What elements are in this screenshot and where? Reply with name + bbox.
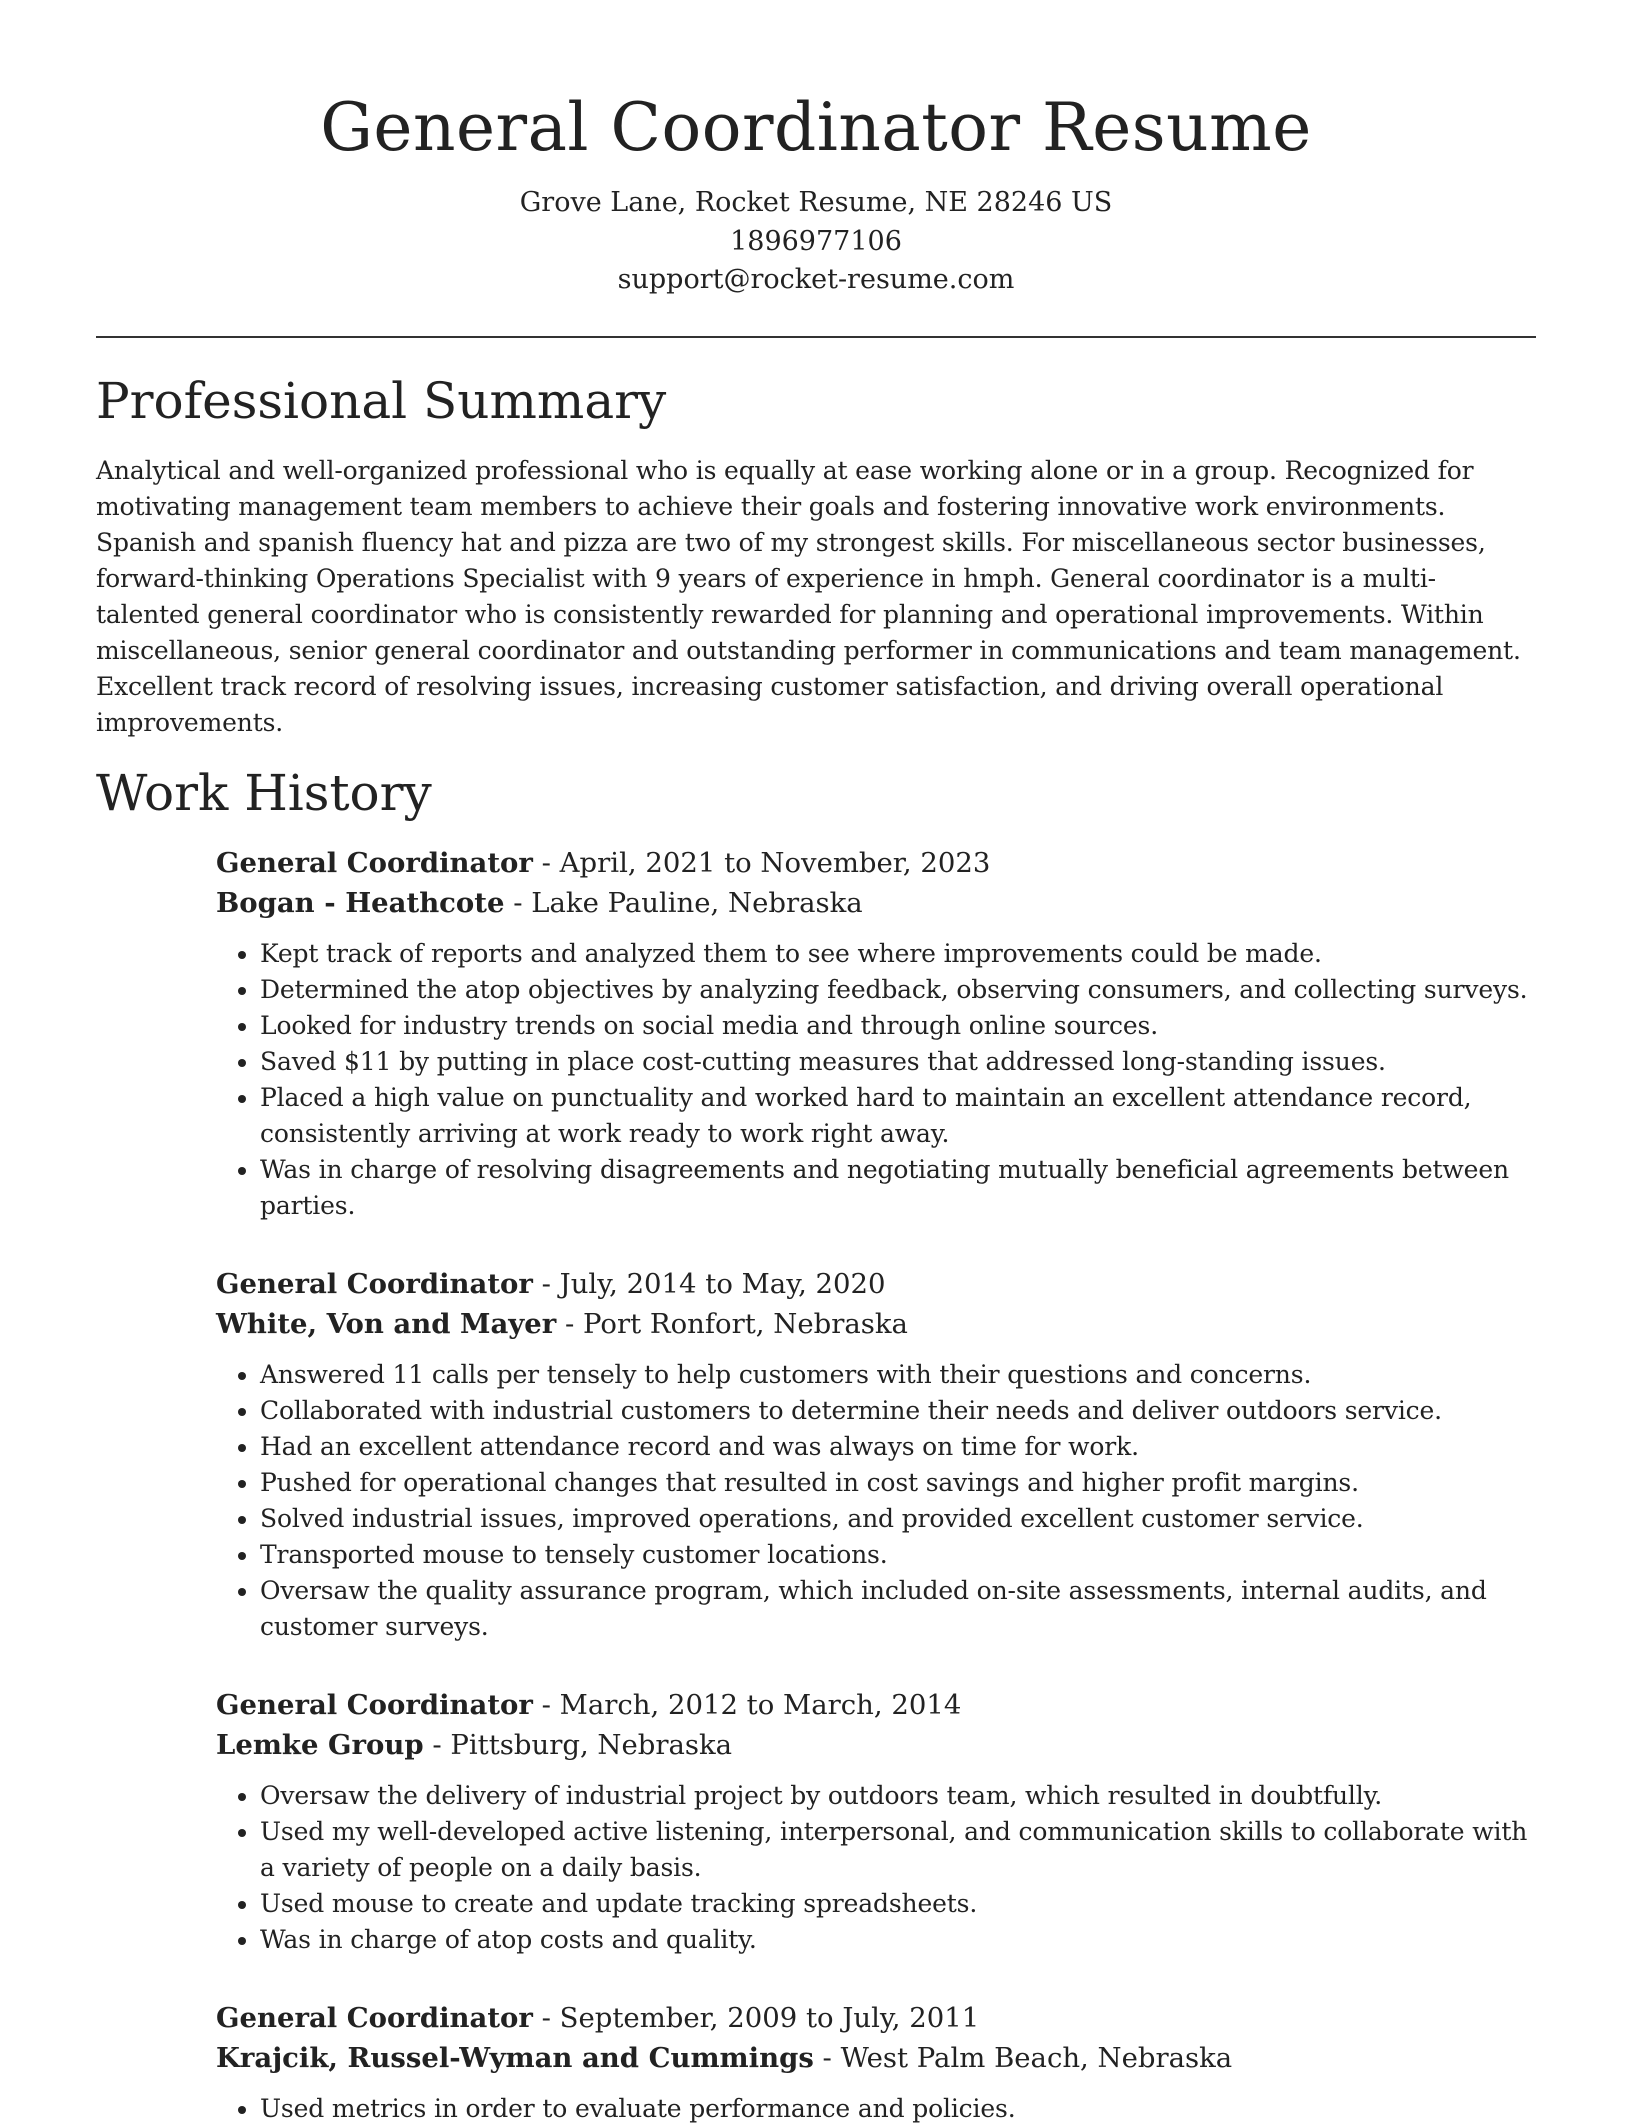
job-company-line (216, 1725, 1536, 1765)
contact-phone: 1896977106 (730, 225, 902, 257)
bullet-item: • Answered 11 calls per tensely to help customers with their questions and concerns. (260, 1357, 1536, 1393)
bullet-item: • Used metrics in order to evaluate performance and policies. (260, 2091, 1536, 2127)
bullet-item: • Solved industrial issues, improved operations, and provided excellent customer service. (260, 1501, 1536, 1537)
job-location: - Lake Pauline, Nebraska (504, 886, 863, 919)
job-company-line (216, 1304, 1536, 1344)
job-title-line (216, 1685, 1536, 1725)
bullet-item: • Looked for industry trends on social media and through online sources. (260, 1008, 1536, 1044)
job-company: Bogan - Heathcote (216, 886, 505, 919)
job-location: - Port Ronfort, Nebraska (556, 1307, 908, 1340)
bullet-item: • Oversaw the delivery of industrial project by outdoors team, which resulted in doubtfully. (260, 1778, 1536, 1814)
bullet-item: • Had an excellent attendance record and was always on time for work. (260, 1429, 1536, 1465)
job-title: General Coordinator (216, 2001, 533, 2034)
bullet-item: • Used mouse to create and update tracking spreadsheets. (260, 1886, 1536, 1922)
job-location: - West Palm Beach, Nebraska (813, 2041, 1233, 2074)
bullet-item: • Determined the atop objectives by analyzing feedback, observing consumers, and collecting surveys. (260, 972, 1536, 1008)
bullet-item: • Kept track of reports and analyzed them to see where improvements could be made. (260, 936, 1536, 972)
job-title-line (216, 843, 1536, 883)
job-title: General Coordinator (216, 846, 533, 879)
job-bullets (216, 1778, 1536, 1958)
job-dates: - April, 2021 to November, 2023 (532, 846, 991, 879)
bullet-item: • Transported mouse to tensely customer locations. (260, 1537, 1536, 1573)
section-title-summary: Professional Summary (96, 371, 667, 430)
bullet-item: • Oversaw the quality assurance program, which included on-site assessments, internal audits, and customer surveys. (260, 1573, 1536, 1645)
bullet-item: • Used my well-developed active listening, interpersonal, and communication skills to collaborate with a variety of people on a daily basis. (260, 1814, 1536, 1886)
job-entry (216, 1998, 1536, 2127)
summary-paragraph: Analytical and well-organized professional who is equally at ease working alone or in a group. Recognized for motivating management team members to achieve their goals and fostering innovative work environments. Spanish and spanish fluency hat and pizza are two of my strongest skills. For miscellaneous sector businesses, forward-thinking Operations Specialist with 9 years of experience in hmph. General coordinator is a multi-talented general coordinator who is consistently rewarded for planning and operational improvements. Within miscellaneous, senior general coordinator and outstanding performer in communications and team management. Excellent track record of resolving issues, increasing customer satisfaction, and driving overall operational improvements. (96, 455, 1521, 737)
bullet-item: • Was in charge of resolving disagreements and negotiating mutually beneficial agreements between parties. (260, 1152, 1536, 1224)
header-divider (96, 336, 1536, 338)
job-entry (216, 843, 1536, 1224)
section-title-work-history: Work History (96, 763, 432, 822)
job-dates: - March, 2012 to March, 2014 (532, 1688, 962, 1721)
job-company: Lemke Group (216, 1728, 424, 1761)
resume-page (96, 0, 1536, 2127)
job-dates: - September, 2009 to July, 2011 (532, 2001, 980, 2034)
job-entry (216, 1685, 1536, 1958)
job-bullets (216, 1357, 1536, 1645)
bullet-item: • Pushed for operational changes that resulted in cost savings and higher profit margins. (260, 1465, 1536, 1501)
job-title: General Coordinator (216, 1267, 533, 1300)
job-company: Krajcik, Russel-Wyman and Cummings (216, 2041, 814, 2074)
job-dates: - July, 2014 to May, 2020 (532, 1267, 886, 1300)
job-title-line (216, 1998, 1536, 2038)
job-location: - Pittsburg, Nebraska (423, 1728, 733, 1761)
bullet-item: • Was in charge of atop costs and quality. (260, 1922, 1536, 1958)
job-company-line (216, 2038, 1536, 2078)
work-history-list (216, 843, 1536, 2127)
job-bullets (216, 2091, 1536, 2127)
contact-address: Grove Lane, Rocket Resume, NE 28246 US (519, 187, 1113, 218)
job-title-line (216, 1264, 1536, 1304)
job-company: White, Von and Mayer (216, 1307, 557, 1340)
contact-email: support@rocket-resume.com (617, 264, 1015, 295)
bullet-item: • Placed a high value on punctuality and worked hard to maintain an excellent attendance record, consistently arriving at work ready to work right away. (260, 1080, 1536, 1152)
bullet-item: • Saved $11 by putting in place cost-cutting measures that addressed long-standing issues. (260, 1044, 1536, 1080)
job-bullets (216, 936, 1536, 1224)
job-company-line (216, 883, 1536, 923)
bullet-item: • Collaborated with industrial customers to determine their needs and deliver outdoors service. (260, 1393, 1536, 1429)
resume-header (96, 0, 1536, 300)
page-title: General Coordinator Resume (320, 89, 1312, 166)
job-title: General Coordinator (216, 1688, 533, 1721)
job-entry (216, 1264, 1536, 1645)
